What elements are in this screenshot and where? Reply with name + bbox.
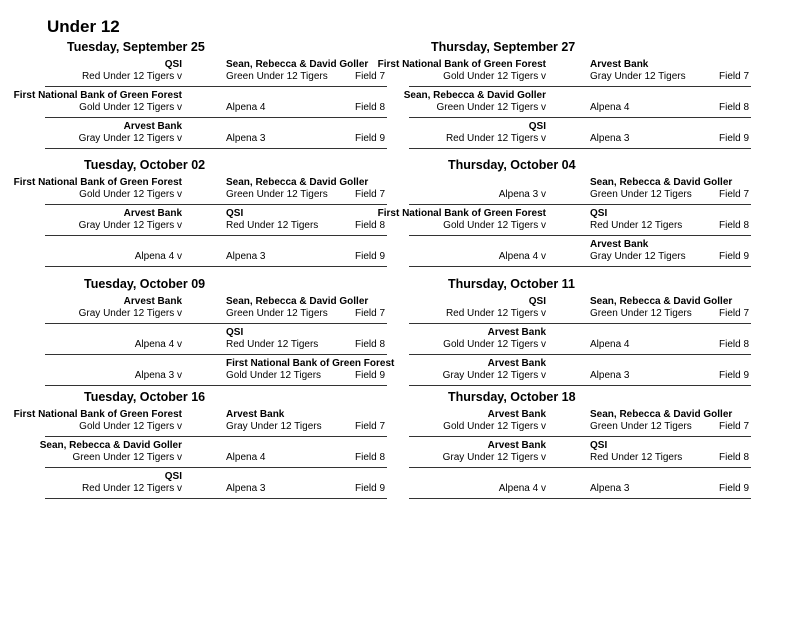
home-team: Gold Under 12 Tigers v: [79, 421, 182, 432]
game-row: [409, 467, 751, 499]
field-label: Field 8: [354, 452, 385, 463]
home-team: Gold Under 12 Tigers v: [79, 189, 182, 200]
game-row: [409, 235, 751, 267]
away-team: Green Under 12 Tigers: [590, 421, 692, 432]
day-title: Thursday, September 27: [431, 40, 576, 54]
home-sponsor: QSI: [164, 471, 182, 482]
away-team: Alpena 4: [226, 452, 266, 463]
home-team: Alpena 3 v: [134, 370, 182, 381]
away-team: Red Under 12 Tigers: [590, 452, 683, 463]
away-sponsor: Sean, Rebecca & David Goller: [590, 296, 733, 307]
home-team: Gray Under 12 Tigers v: [78, 308, 182, 319]
away-team: Alpena 3: [226, 483, 266, 494]
game-row: [45, 323, 387, 355]
home-team: Gray Under 12 Tigers v: [78, 133, 182, 144]
field-label: Field 8: [354, 102, 385, 113]
page-title: Under 12: [47, 17, 120, 36]
away-sponsor: Arvest Bank: [590, 239, 649, 250]
day-title: Thursday, October 18: [448, 390, 576, 404]
field-label: Field 7: [354, 308, 385, 319]
field-label: Field 8: [718, 452, 749, 463]
home-team: Alpena 3 v: [498, 189, 546, 200]
away-sponsor: QSI: [226, 327, 244, 338]
game-row: [409, 173, 751, 205]
away-team: Green Under 12 Tigers: [226, 308, 328, 319]
home-team: Gray Under 12 Tigers v: [78, 220, 182, 231]
game-row: [39, 436, 387, 468]
home-sponsor: QSI: [528, 296, 546, 307]
away-sponsor: Sean, Rebecca & David Goller: [590, 409, 733, 420]
field-label: Field 7: [718, 308, 749, 319]
field-label: Field 7: [718, 189, 749, 200]
home-sponsor: QSI: [528, 121, 546, 132]
away-sponsor: QSI: [590, 208, 608, 219]
field-label: Field 9: [718, 483, 749, 494]
game-row: [409, 323, 751, 355]
field-label: Field 9: [718, 370, 749, 381]
away-sponsor: Sean, Rebecca & David Goller: [226, 59, 369, 70]
home-team: Red Under 12 Tigers v: [445, 133, 546, 144]
home-sponsor: Arvest Bank: [123, 296, 182, 307]
field-label: Field 8: [354, 339, 385, 350]
game-row: [45, 204, 387, 236]
game-row: [377, 55, 751, 87]
away-team: Alpena 3: [226, 251, 266, 262]
game-row: [45, 235, 387, 267]
home-sponsor: Sean, Rebecca & David Goller: [403, 90, 546, 101]
field-label: Field 8: [718, 339, 749, 350]
away-team: Gray Under 12 Tigers: [590, 71, 686, 82]
field-label: Field 9: [354, 483, 385, 494]
game-row: [13, 405, 387, 437]
away-sponsor: Sean, Rebecca & David Goller: [226, 296, 369, 307]
game-row: [45, 354, 395, 386]
game-row: [45, 292, 387, 324]
home-sponsor: Arvest Bank: [123, 208, 182, 219]
field-label: Field 8: [354, 220, 385, 231]
away-team: Alpena 3: [226, 133, 266, 144]
away-sponsor: QSI: [590, 440, 608, 451]
field-label: Field 7: [354, 71, 385, 82]
away-sponsor: First National Bank of Green Forest: [226, 358, 395, 369]
away-team: Alpena 3: [590, 483, 630, 494]
day-title: Tuesday, September 25: [67, 40, 205, 54]
home-sponsor: First National Bank of Green Forest: [13, 90, 182, 101]
home-sponsor: First National Bank of Green Forest: [377, 59, 546, 70]
away-team: Gray Under 12 Tigers: [590, 251, 686, 262]
home-team: Green Under 12 Tigers v: [72, 452, 182, 463]
home-team: Red Under 12 Tigers v: [445, 308, 546, 319]
away-team: Alpena 3: [590, 133, 630, 144]
away-sponsor: Sean, Rebecca & David Goller: [226, 177, 369, 188]
game-row: [13, 173, 387, 205]
home-sponsor: First National Bank of Green Forest: [13, 177, 182, 188]
away-sponsor: Arvest Bank: [590, 59, 649, 70]
home-team: Alpena 4 v: [134, 251, 182, 262]
away-team: Green Under 12 Tigers: [226, 71, 328, 82]
away-team: Red Under 12 Tigers: [590, 220, 683, 231]
away-team: Green Under 12 Tigers: [590, 189, 692, 200]
away-team: Alpena 4: [590, 339, 630, 350]
away-team: Green Under 12 Tigers: [590, 308, 692, 319]
away-team: Red Under 12 Tigers: [226, 220, 319, 231]
field-label: Field 9: [718, 133, 749, 144]
day-title: Tuesday, October 02: [84, 158, 206, 172]
field-label: Field 9: [718, 251, 749, 262]
home-sponsor: Sean, Rebecca & David Goller: [39, 440, 182, 451]
home-sponsor: Arvest Bank: [487, 409, 546, 420]
day-title: Tuesday, October 09: [84, 277, 206, 291]
game-row: [403, 86, 751, 118]
game-row: [409, 117, 751, 149]
away-team: Alpena 4: [226, 102, 266, 113]
home-team: Red Under 12 Tigers v: [81, 483, 182, 494]
field-label: Field 9: [354, 133, 385, 144]
home-sponsor: First National Bank of Green Forest: [13, 409, 182, 420]
game-row: [45, 467, 387, 499]
home-team: Gray Under 12 Tigers v: [442, 452, 546, 463]
home-sponsor: Arvest Bank: [487, 358, 546, 369]
home-sponsor: Arvest Bank: [487, 440, 546, 451]
game-row: [409, 436, 751, 468]
home-sponsor: Arvest Bank: [487, 327, 546, 338]
home-team: Alpena 4 v: [498, 483, 546, 494]
away-team: Green Under 12 Tigers: [226, 189, 328, 200]
game-row: [409, 292, 751, 324]
home-team: Red Under 12 Tigers v: [81, 71, 182, 82]
home-team: Gold Under 12 Tigers v: [443, 339, 546, 350]
field-label: Field 7: [718, 421, 749, 432]
home-team: Green Under 12 Tigers v: [436, 102, 546, 113]
day-title: Thursday, October 04: [448, 158, 576, 172]
away-team: Alpena 4: [590, 102, 630, 113]
field-label: Field 8: [718, 220, 749, 231]
field-label: Field 7: [354, 421, 385, 432]
field-label: Field 9: [354, 370, 385, 381]
away-team: Gray Under 12 Tigers: [226, 421, 322, 432]
game-row: [13, 86, 387, 118]
game-row: [45, 55, 387, 87]
away-sponsor: Arvest Bank: [226, 409, 285, 420]
field-label: Field 7: [354, 189, 385, 200]
home-sponsor: First National Bank of Green Forest: [377, 208, 546, 219]
game-row: [377, 204, 751, 236]
away-team: Gold Under 12 Tigers: [226, 370, 322, 381]
day-title: Tuesday, October 16: [84, 390, 206, 404]
away-team: Red Under 12 Tigers: [226, 339, 319, 350]
home-team: Gold Under 12 Tigers v: [79, 102, 182, 113]
home-team: Alpena 4 v: [134, 339, 182, 350]
away-sponsor: QSI: [226, 208, 244, 219]
home-team: Gray Under 12 Tigers v: [442, 370, 546, 381]
day-title: Thursday, October 11: [448, 277, 575, 291]
home-team: Gold Under 12 Tigers v: [443, 71, 546, 82]
away-team: Alpena 3: [590, 370, 630, 381]
game-row: [409, 354, 751, 386]
home-team: Alpena 4 v: [498, 251, 546, 262]
game-row: [45, 117, 387, 149]
away-sponsor: Sean, Rebecca & David Goller: [590, 177, 733, 188]
home-sponsor: QSI: [164, 59, 182, 70]
game-row: [409, 405, 751, 437]
home-sponsor: Arvest Bank: [123, 121, 182, 132]
home-team: Gold Under 12 Tigers v: [443, 220, 546, 231]
field-label: Field 7: [718, 71, 749, 82]
home-team: Gold Under 12 Tigers v: [443, 421, 546, 432]
field-label: Field 9: [354, 251, 385, 262]
field-label: Field 8: [718, 102, 749, 113]
